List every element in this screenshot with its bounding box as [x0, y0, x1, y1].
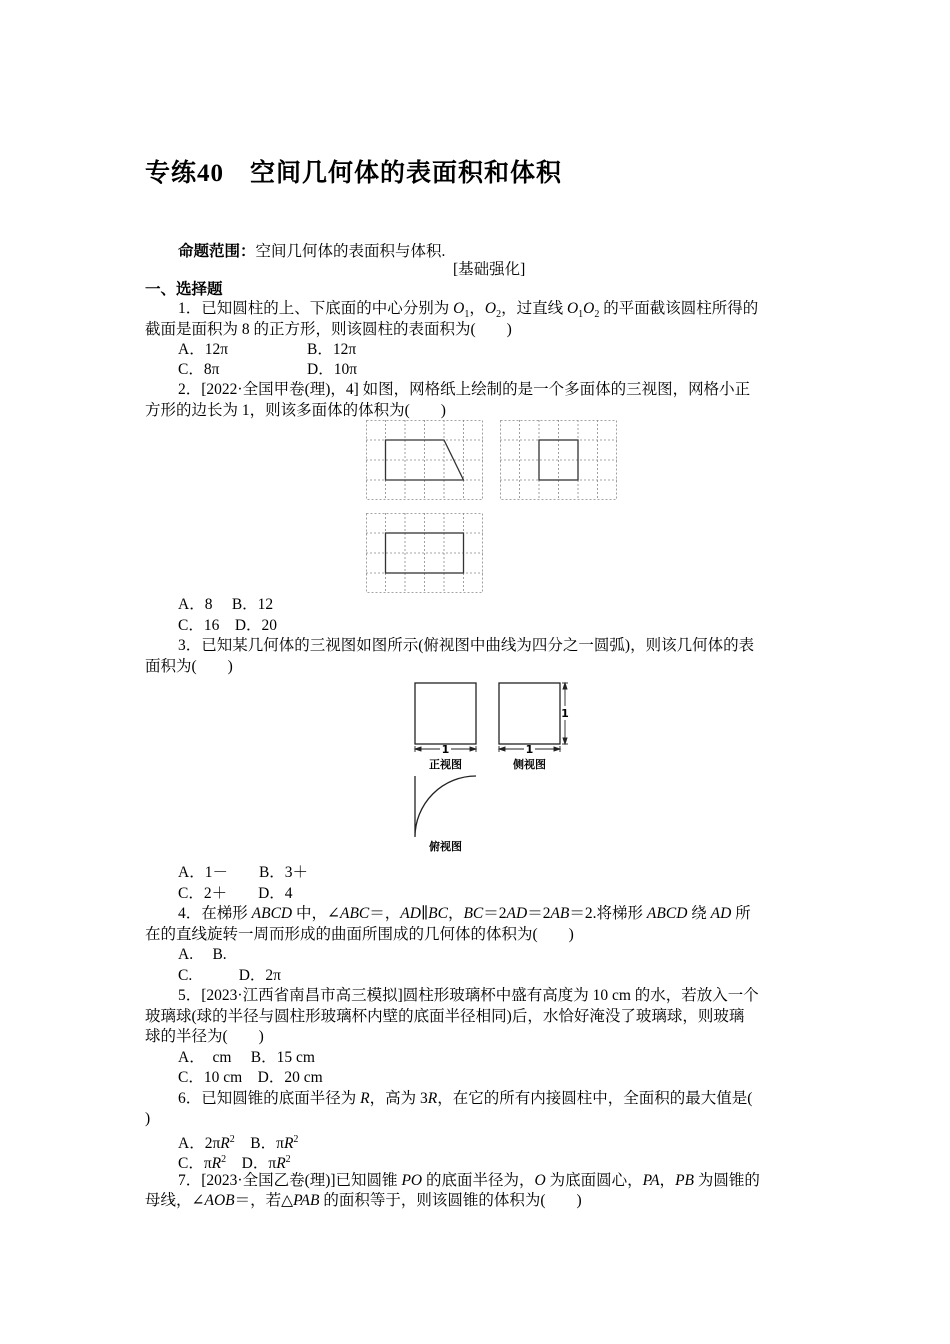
q6-a-r: R: [220, 1135, 230, 1153]
scope-text: 空间几何体的表面积与体积.: [255, 243, 446, 260]
q1-o12b: O: [583, 300, 595, 317]
q5-line2: 玻璃球(球的半径与圆柱形玻璃杯内壁的底面半径相同)后，水恰好淹没了玻璃球，则玻璃: [145, 1008, 745, 1025]
q4-line2: 在的直线旋转一周而形成的曲面所围成的几何体的体积为( ): [145, 926, 574, 943]
q4-ad3: AD: [710, 905, 732, 922]
q3-top-arc: [415, 776, 476, 837]
q3-front-dim: 1: [441, 743, 450, 756]
q3-top-label: 俯视图: [429, 840, 462, 853]
q6-c-sq: 2: [221, 1154, 227, 1165]
q4-text-e: ，: [447, 905, 464, 922]
q4-options-cd[interactable]: C. D．2π: [178, 967, 281, 984]
q4-options-ab[interactable]: A. B.: [178, 946, 227, 963]
q7-line2: [145, 1191, 582, 1211]
q7-text-g: ＝，若△: [234, 1192, 294, 1209]
q1-o12a-sub: 1: [578, 309, 584, 321]
q4-text-g: ＝2: [527, 905, 551, 922]
q4-bc: BC: [428, 905, 448, 922]
q6-b-sq: 2: [293, 1134, 299, 1145]
q4-text-b: 中，∠: [292, 905, 340, 922]
q5-options-ab[interactable]: A． cm B．15 cm: [178, 1049, 315, 1066]
q1-o1: O: [453, 300, 465, 317]
q7-text-d: ，: [659, 1172, 676, 1189]
q1-option-c[interactable]: C．8π: [178, 361, 220, 378]
q3-front-square: [415, 683, 476, 744]
q6-d-sq: 2: [285, 1154, 291, 1165]
q6-b-r: R: [283, 1135, 294, 1153]
q2-front-view-grid: [366, 420, 483, 500]
q4-text-c: ＝，: [369, 905, 401, 922]
q5-options-cd[interactable]: C．10 cm D．20 cm: [178, 1069, 323, 1086]
q3-line2: 面积为( ): [145, 658, 233, 675]
q4-line1: [178, 904, 751, 924]
q3-side-square: [499, 683, 560, 744]
q7-pb: PB: [675, 1172, 694, 1189]
q2-options-cd[interactable]: C．16 D．20: [178, 617, 278, 634]
q1-o12a: O: [566, 300, 579, 317]
q7-text-a: 7．[2023·全国乙卷(理)]已知圆锥: [178, 1172, 402, 1189]
q2-side-view-grid: [500, 420, 617, 500]
q4-bc2: BC: [463, 905, 484, 922]
q1-text-c: 的平面截该圆柱所得的: [599, 300, 759, 317]
q1-text-a: 1．已知圆柱的上、下底面的中心分别为: [178, 300, 454, 317]
q7-pa: PA: [642, 1172, 660, 1189]
q1-o2: O: [484, 300, 497, 317]
q1-text-b: ，过直线: [501, 300, 567, 317]
q4-ad: AD: [400, 905, 421, 922]
q2-top-view-grid: [366, 513, 483, 593]
q4-text-j: 所: [731, 905, 751, 922]
q4-text-a: 4．在梯形: [178, 905, 252, 922]
q4-text-f: ＝2: [483, 905, 507, 922]
q1-option-d[interactable]: D．10π: [307, 361, 358, 378]
q1-o1-sub: 1: [464, 309, 470, 321]
q1-o12b-sub: 2: [594, 309, 600, 321]
q7-text-h: 的面积等于，则该圆锥的体积为( ): [319, 1192, 582, 1209]
q2-line2: 方形的边长为 1，则该多面体的体积为( ): [145, 402, 446, 419]
q3-side-label: 侧视图: [513, 758, 546, 771]
q1-option-a[interactable]: A．12π: [178, 341, 229, 358]
q7-line1: [178, 1171, 760, 1191]
q7-text-c: 为底面圆心，: [545, 1172, 643, 1189]
q6-option-d[interactable]: D．π: [241, 1155, 277, 1173]
q4-text-i: 绕: [687, 905, 711, 922]
q7-text-e: 为圆锥的: [694, 1172, 760, 1189]
q1-option-b[interactable]: B．12π: [307, 341, 357, 358]
q3-side-dim-right: 1: [561, 707, 569, 720]
q6-text-a: 6．已知圆锥的底面半径为: [178, 1090, 361, 1107]
q6-r: R: [360, 1090, 370, 1107]
q4-text-d: ∥: [420, 905, 429, 922]
q1-sep: ，: [469, 300, 485, 317]
q7-pab: PAB: [293, 1192, 320, 1209]
q1-o2-sub: 2: [496, 309, 502, 321]
q6-option-b[interactable]: B．π: [250, 1135, 284, 1153]
q6-text-c: ，在它的所有内接圆柱中，全面积的最大值是(: [437, 1090, 753, 1107]
q7-text-f: 母线，∠: [145, 1192, 205, 1209]
q6-a-sq: 2: [229, 1134, 235, 1145]
section-tag: [基础强化]: [453, 261, 526, 278]
scope-label: 命题范围：: [178, 243, 256, 260]
q3-options-cd[interactable]: C．2＋ D．4: [178, 885, 293, 902]
page-title: 专练40 空间几何体的表面积和体积: [145, 160, 563, 187]
q6-line2: ): [145, 1110, 151, 1127]
q6-option-a[interactable]: A．2π: [178, 1135, 221, 1153]
q3-front-label: 正视图: [429, 758, 462, 771]
q3-line1: 3．已知某几何体的三视图如图所示(俯视图中曲线为四分之一圆弧)，则该几何体的表: [178, 637, 755, 654]
q7-po: PO: [401, 1172, 423, 1189]
q4-abc: ABC: [339, 905, 370, 922]
q4-abcd2: ABCD: [646, 905, 688, 922]
q3-three-views: [410, 680, 575, 860]
q5-line1: 5．[2023·江西省南昌市高三模拟]圆柱形玻璃杯中盛有高度为 10 cm 的水，若放入一个: [178, 987, 759, 1004]
q7-o: O: [534, 1172, 546, 1189]
q6-text-b: ，高为 3: [369, 1090, 428, 1107]
q2-options-ab[interactable]: A．8 B．12: [178, 596, 274, 613]
q6-line1: [178, 1089, 752, 1109]
q4-ab: AB: [550, 905, 570, 922]
q6-d-r: R: [276, 1155, 286, 1173]
scope-line: [178, 242, 445, 262]
q6-r2: R: [427, 1090, 438, 1107]
q7-text-b: 的底面半径为，: [422, 1172, 535, 1189]
q3-options-ab[interactable]: A．1－ B．3＋: [178, 864, 309, 881]
q6-c-r: R: [211, 1155, 222, 1173]
q3-side-dim-bottom: 1: [525, 743, 534, 756]
section-heading: 一、选择题: [145, 281, 223, 298]
q6-option-c[interactable]: C．π: [178, 1155, 212, 1173]
q4-abcd: ABCD: [251, 905, 293, 922]
q7-aob: AOB: [204, 1192, 235, 1209]
q5-line3: 球的半径为( ): [145, 1028, 264, 1045]
q4-ad2: AD: [506, 905, 528, 922]
q1-line2: 截面是面积为 8 的正方形，则该圆柱的表面积为( ): [145, 321, 512, 338]
q4-text-h: ＝2.将梯形: [569, 905, 647, 922]
q2-line1: 2．[2022·全国甲卷(理)，4] 如图，网格纸上绘制的是一个多面体的三视图，网格小正: [178, 381, 751, 398]
